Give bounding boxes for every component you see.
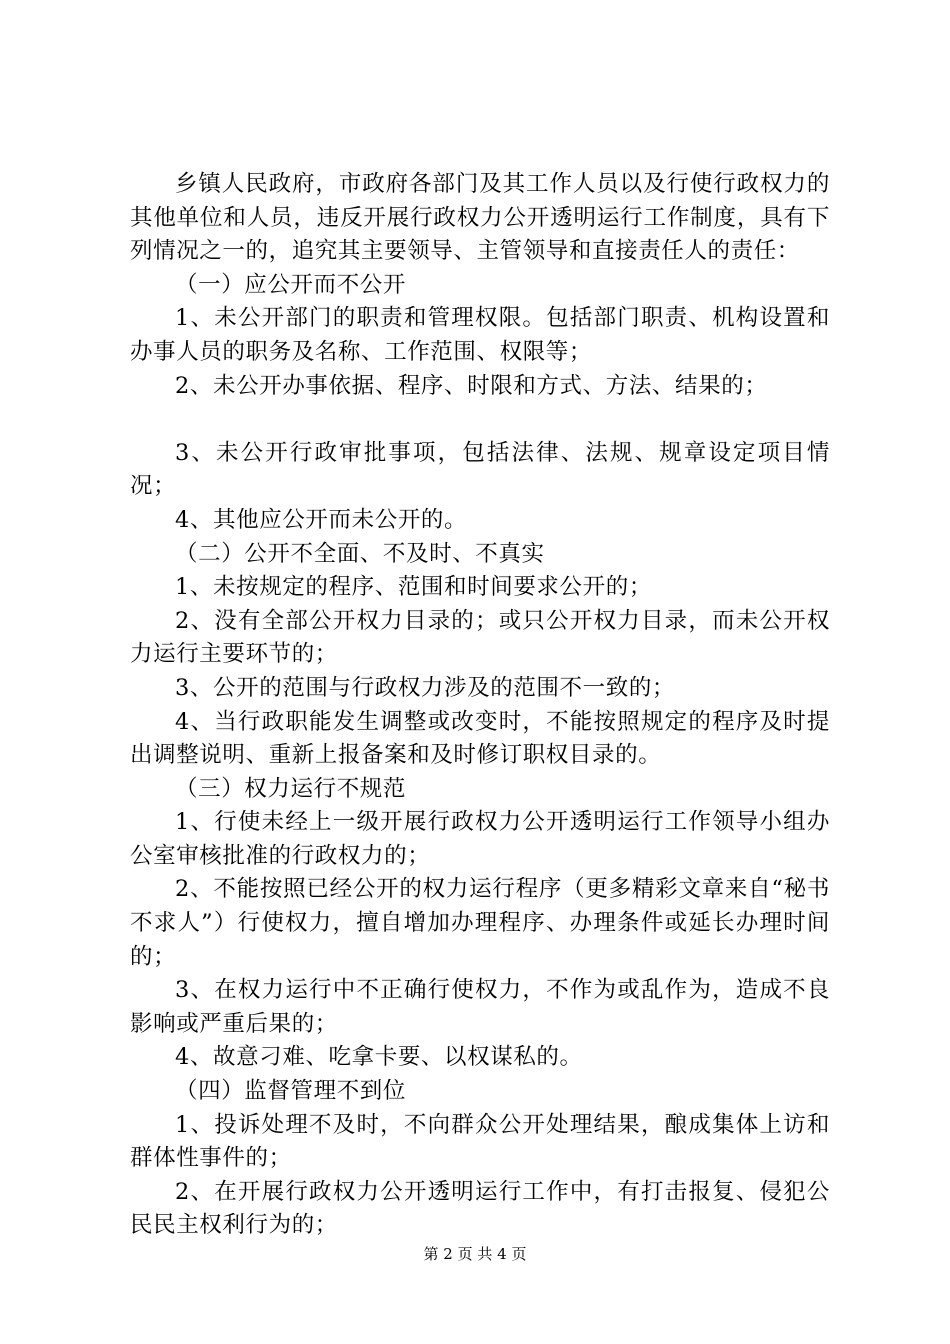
list-item-2-4: 4、当行政职能发生调整或改变时，不能按照规定的程序及时提出调整说明、重新上报备案和及时修订职权目录的。	[130, 708, 830, 769]
section-heading-4: （四）监督管理不到位	[175, 1078, 407, 1105]
section-heading-2: （二）公开不全面、不及时、不真实	[175, 540, 545, 567]
list-item-2-1: 1、未按规定的程序、范围和时间要求公开的；	[175, 574, 652, 601]
list-item-3-3: 3、在权力运行中不正确行使权力，不作为或乱作为，造成不良影响或严重后果的；	[130, 977, 830, 1037]
list-item-1-1: 1、未公开部门的职责和管理权限。包括部门职责、机构设置和办事人员的职务及名称、工作范围、权限等；	[130, 305, 830, 365]
blank-line	[130, 403, 830, 437]
list-item-3-4: 4、故意刁难、吃拿卡要、以权谋私的。	[175, 1044, 583, 1071]
list-item-4-2: 2、在开展行政权力公开透明运行工作中，有打击报复、侵犯公民民主权利行为的；	[130, 1178, 830, 1239]
paragraph-intro: 乡镇人民政府，市政府各部门及其工作人员以及行使行政权力的其他单位和人员，违反开展行政权力公开透明运行工作制度，具有下列情况之一的，追究其主要领导、主管领导和直接责任人的责任：	[130, 171, 830, 265]
section-heading-3: （三）权力运行不规范	[175, 775, 407, 802]
list-item-3-2: 2、不能按照已经公开的权力运行程序（更多精彩文章来自“秘书不求人”）行使权力，擅自增加办理程序、办理条件或延长办理时间的；	[130, 876, 830, 970]
list-item-2-2: 2、没有全部公开权力目录的；或只公开权力目录，而未公开权力运行主要环节的；	[130, 607, 830, 668]
page-number-footer: 第 2 页 共 4 页	[423, 1245, 527, 1263]
list-item-1-4: 4、其他应公开而未公开的。	[175, 506, 468, 533]
list-item-4-1: 1、投诉处理不及时，不向群众公开处理结果，酿成集体上访和群体性事件的；	[130, 1111, 830, 1172]
list-item-1-2: 2、未公开办事依据、程序、时限和方式、方法、结果的；	[175, 372, 768, 399]
document-body	[130, 168, 830, 1243]
list-item-1-3: 3、未公开行政审批事项，包括法律、法规、规章设定项目情况；	[130, 439, 830, 500]
list-item-2-3: 3、公开的范围与行政权力涉及的范围不一致的；	[175, 674, 676, 701]
list-item-3-1: 1、行使未经上一级开展行政权力公开透明运行工作领导小组办公室审核批准的行政权力的；	[130, 809, 830, 869]
section-heading-1: （一）应公开而不公开	[175, 271, 407, 298]
